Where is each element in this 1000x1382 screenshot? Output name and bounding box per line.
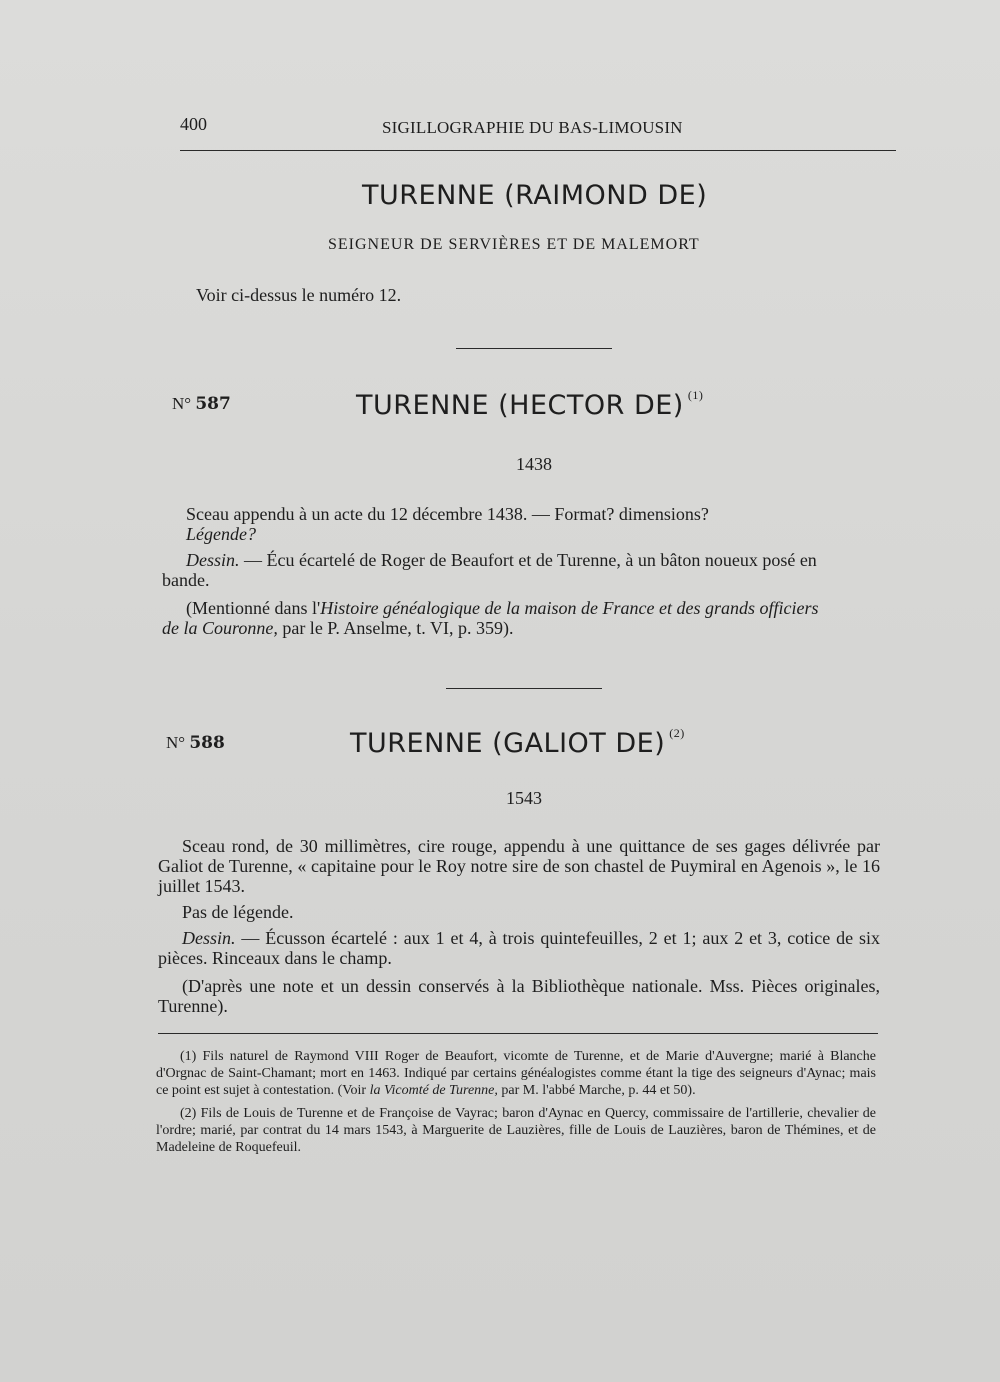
entry-title-text: TURENNE (HECTOR DE) [356, 390, 684, 421]
entry-body-587 [162, 504, 822, 638]
footnote-1-text: (1) Fils naturel de Raymond VIII Roger de Beaufort, vicomte de Turenne, et de Marie d'Auvergne; marié à Blanche d'Orgnac de Saint-Chamant; mort en 1463. Indiqué par certains généalogistes comme étant la tige des seigneurs d'Aynac; mais ce point est sujet à contestation. (Voir [156, 1049, 876, 1098]
footnote-rule [158, 1033, 878, 1034]
design-text: — Écu écartelé de Roger de Beaufort et de Turenne, à un bâton noueux posé en bande. [162, 550, 817, 590]
entry-year-588: 1543 [506, 788, 542, 808]
reference-book-title: Histoire généalogique de la maison de France et des grands officiers de la Couronne, [162, 598, 819, 638]
reference-text-end: par le P. Anselme, t. VI, p. 359). [277, 618, 514, 638]
footnote-ref-2: (2) [669, 726, 685, 740]
footnotes [156, 1048, 876, 1156]
design-label: Dessin. [186, 550, 240, 570]
design-description [162, 550, 822, 590]
design-description [158, 928, 880, 968]
seal-description: Sceau appendu à un acte du 12 décembre 1438. — Format? dimensions? [186, 504, 709, 524]
footnote-2: (2) Fils de Louis de Turenne et de Françoise de Vayrac; baron d'Aynac en Quercy, commissaire de l'artillerie, chevalier de l'ordre; marié, par contrat du 14 mars 1543, à Marguerite de Lauzières, fille de Louis de Lauzières, baron de Thémines, et de Madeleine de Roquefeuil. [156, 1106, 876, 1155]
entry-year-587: 1438 [516, 454, 552, 474]
entry-title-588 [350, 728, 685, 759]
design-text: — Écusson écartelé : aux 1 et 4, à trois quintefeuilles, 2 et 1; aux 2 et 3, cotice de six pièces. Rinceaux dans le champ. [158, 928, 880, 968]
design-label: Dessin. [182, 928, 236, 948]
entry-title-text: TURENNE (GALIOT DE) [350, 728, 666, 759]
entry-number-value: 587 [195, 394, 231, 414]
footnote-1-text-end: par M. l'abbé Marche, p. 44 et 50). [497, 1083, 696, 1098]
section-divider [456, 348, 612, 349]
entry-number-prefix: N° [172, 394, 192, 413]
page-number: 400 [180, 114, 207, 134]
section-subtitle-raimond: SEIGNEUR DE SERVIÈRES ET DE MALEMORT [328, 236, 700, 253]
running-title: SIGILLOGRAPHIE DU BAS-LIMOUSIN [382, 118, 683, 137]
entry-title-587 [356, 390, 703, 421]
legend-note: Pas de légende. [182, 902, 294, 922]
footnote-ref-1: (1) [687, 388, 704, 402]
source-reference [162, 598, 822, 638]
section-title-raimond: TURENNE (RAIMOND DE) [362, 180, 708, 211]
legend-note: Légende? [186, 524, 256, 544]
entry-body-588 [158, 836, 880, 1016]
entry-number-588 [166, 733, 225, 753]
header-rule [180, 150, 896, 151]
entry-number-prefix: N° [166, 733, 186, 752]
footnote-1 [156, 1048, 876, 1099]
cross-reference: Voir ci-dessus le numéro 12. [196, 285, 402, 305]
reference-text: (Mentionné dans l' [186, 598, 321, 618]
footnote-1-book-title: la Vicomté de Turenne, [369, 1083, 498, 1098]
entry-number-value: 588 [189, 733, 225, 753]
seal-description: Sceau rond, de 30 millimètres, cire rouge, appendu à une quittance de ses gages délivrée par Galiot de Turenne, « capitaine pour le Roy notre sire de son chastel de Puymiral en Agenois », le 16 juillet 1543. [158, 836, 880, 896]
entry-divider [446, 688, 602, 689]
entry-number-587 [172, 394, 231, 414]
source-reference: (D'après une note et un dessin conservés à la Bibliothèque nationale. Mss. Pièces originales, Turenne). [158, 976, 880, 1016]
